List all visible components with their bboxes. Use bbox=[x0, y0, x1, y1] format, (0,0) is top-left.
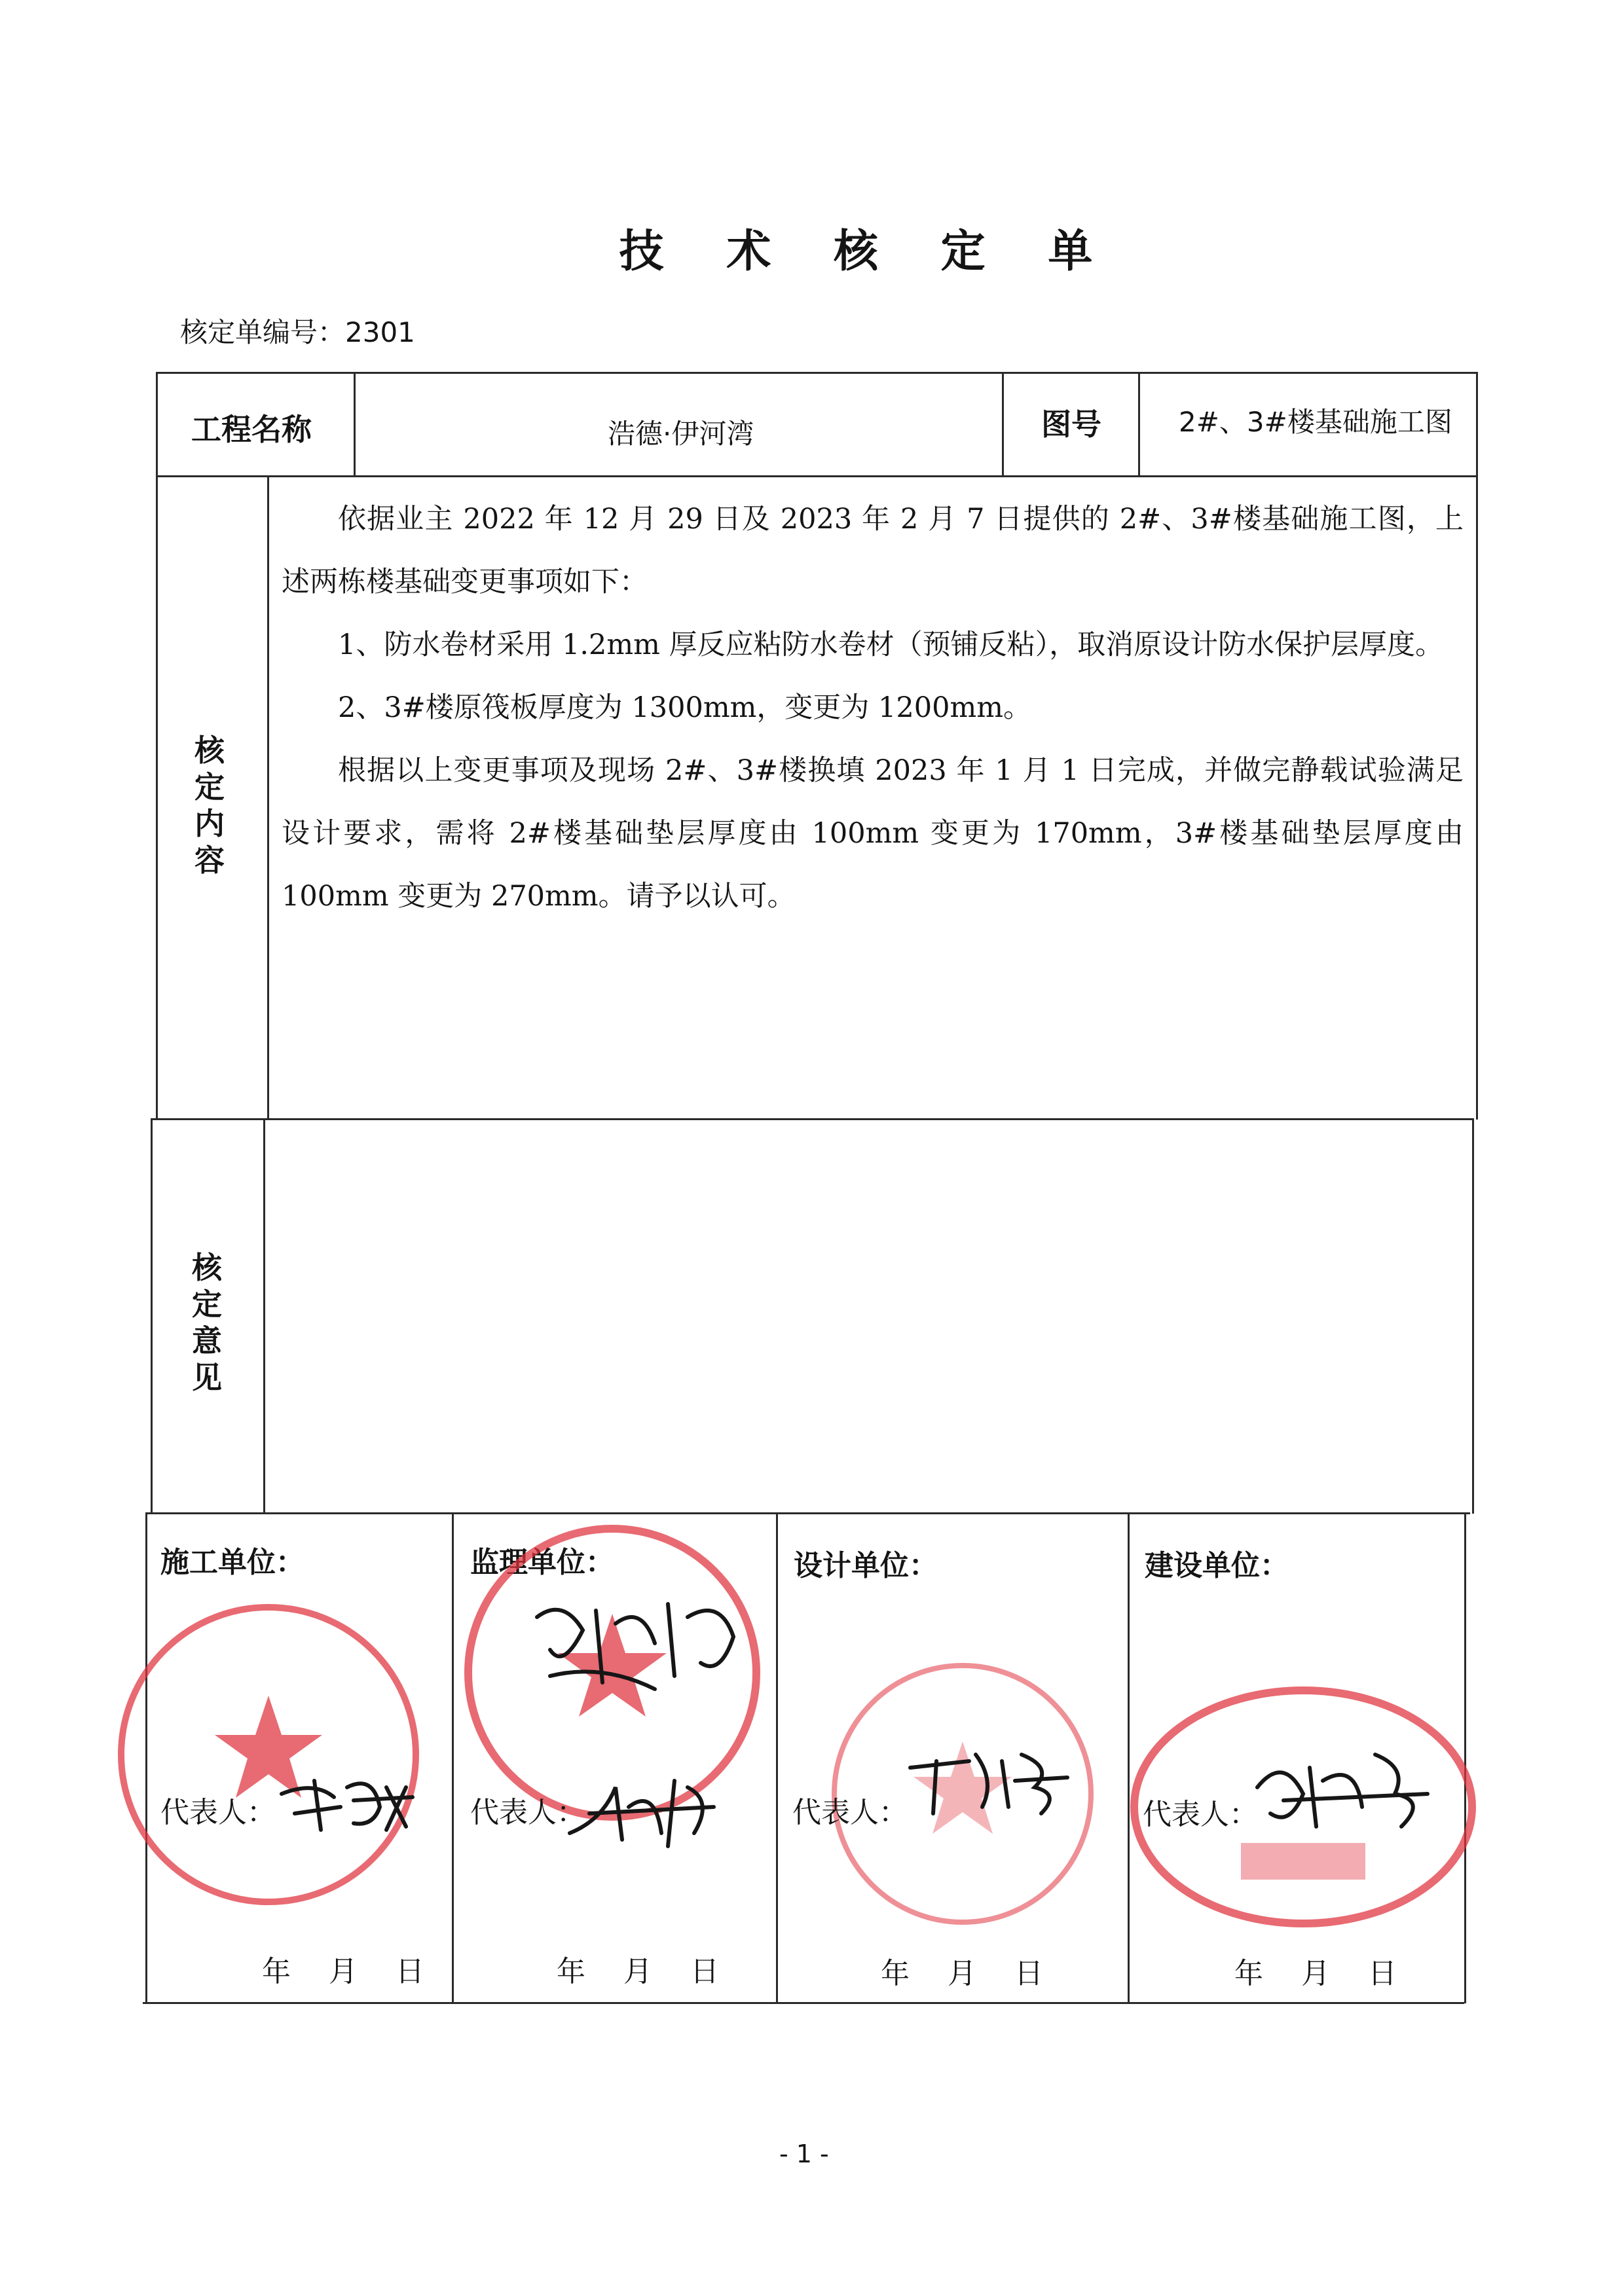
supervision-signature-top bbox=[524, 1591, 773, 1702]
verification-number bbox=[180, 311, 415, 350]
representative-label: 代表人： bbox=[160, 1796, 276, 1829]
construction-stamp-seal bbox=[111, 1597, 426, 1912]
sign-date: 年 月 日 bbox=[881, 1957, 1046, 1990]
content-paragraph: 根据以上变更事项及现场 2#、3#楼换填 2023 年 1 月 1 日完成，并做完静载试验满足设计要求，需将 2#楼基础垫层厚度由 100mm 变更为 170mm，3#楼基础垫层厚度由 100mm 变更为 270mm。请予以认可。 bbox=[282, 754, 1464, 913]
content-paragraph: 依据业主 2022 年 12 月 29 日及 2023 年 2 月 7 日提供的 2#、3#楼基础施工图，上述两栋楼基础变更事项如下： bbox=[282, 503, 1464, 598]
sign-date: 年 月 日 bbox=[557, 1955, 722, 1988]
verification-content-label: 核定内容 bbox=[194, 733, 225, 878]
unit-label: 施工单位： bbox=[160, 1546, 304, 1579]
representative-label: 代表人： bbox=[792, 1796, 908, 1829]
project-name-value: 浩德·伊河湾 bbox=[608, 418, 754, 450]
supervision-signature bbox=[563, 1761, 727, 1853]
verification-content-body bbox=[282, 488, 1464, 928]
verification-number-label: 核定单编号： bbox=[180, 316, 346, 348]
sign-date: 年 月 日 bbox=[1234, 1957, 1399, 1990]
unit-label: 监理单位： bbox=[470, 1546, 614, 1579]
owner-signature bbox=[1244, 1741, 1441, 1833]
unit-label: 设计单位： bbox=[794, 1549, 938, 1582]
drawing-number-label: 图号 bbox=[1041, 407, 1101, 442]
representative-label: 代表人： bbox=[1143, 1798, 1258, 1831]
project-name-label: 工程名称 bbox=[191, 412, 312, 447]
design-signature bbox=[904, 1741, 1080, 1820]
construction-signature bbox=[275, 1768, 426, 1840]
content-paragraph: 2、3#楼原筏板厚度为 1300mm，变更为 1200mm。 bbox=[338, 691, 1032, 724]
representative-label: 代表人： bbox=[470, 1796, 585, 1829]
drawing-number-value: 2#、3#楼基础施工图 bbox=[1179, 406, 1452, 438]
verification-opinion-label: 核定意见 bbox=[192, 1250, 222, 1395]
verification-number-value: 2301 bbox=[345, 316, 415, 348]
page-number: - 1 - bbox=[779, 2140, 829, 2168]
unit-label: 建设单位： bbox=[1145, 1549, 1289, 1582]
sign-date: 年 月 日 bbox=[262, 1955, 427, 1988]
page-title: 技 术 核 定 单 bbox=[619, 226, 1116, 278]
content-paragraph: 1、防水卷材采用 1.2mm 厚反应粘防水卷材（预铺反粘），取消原设计防水保护层厚度。 bbox=[338, 629, 1444, 661]
